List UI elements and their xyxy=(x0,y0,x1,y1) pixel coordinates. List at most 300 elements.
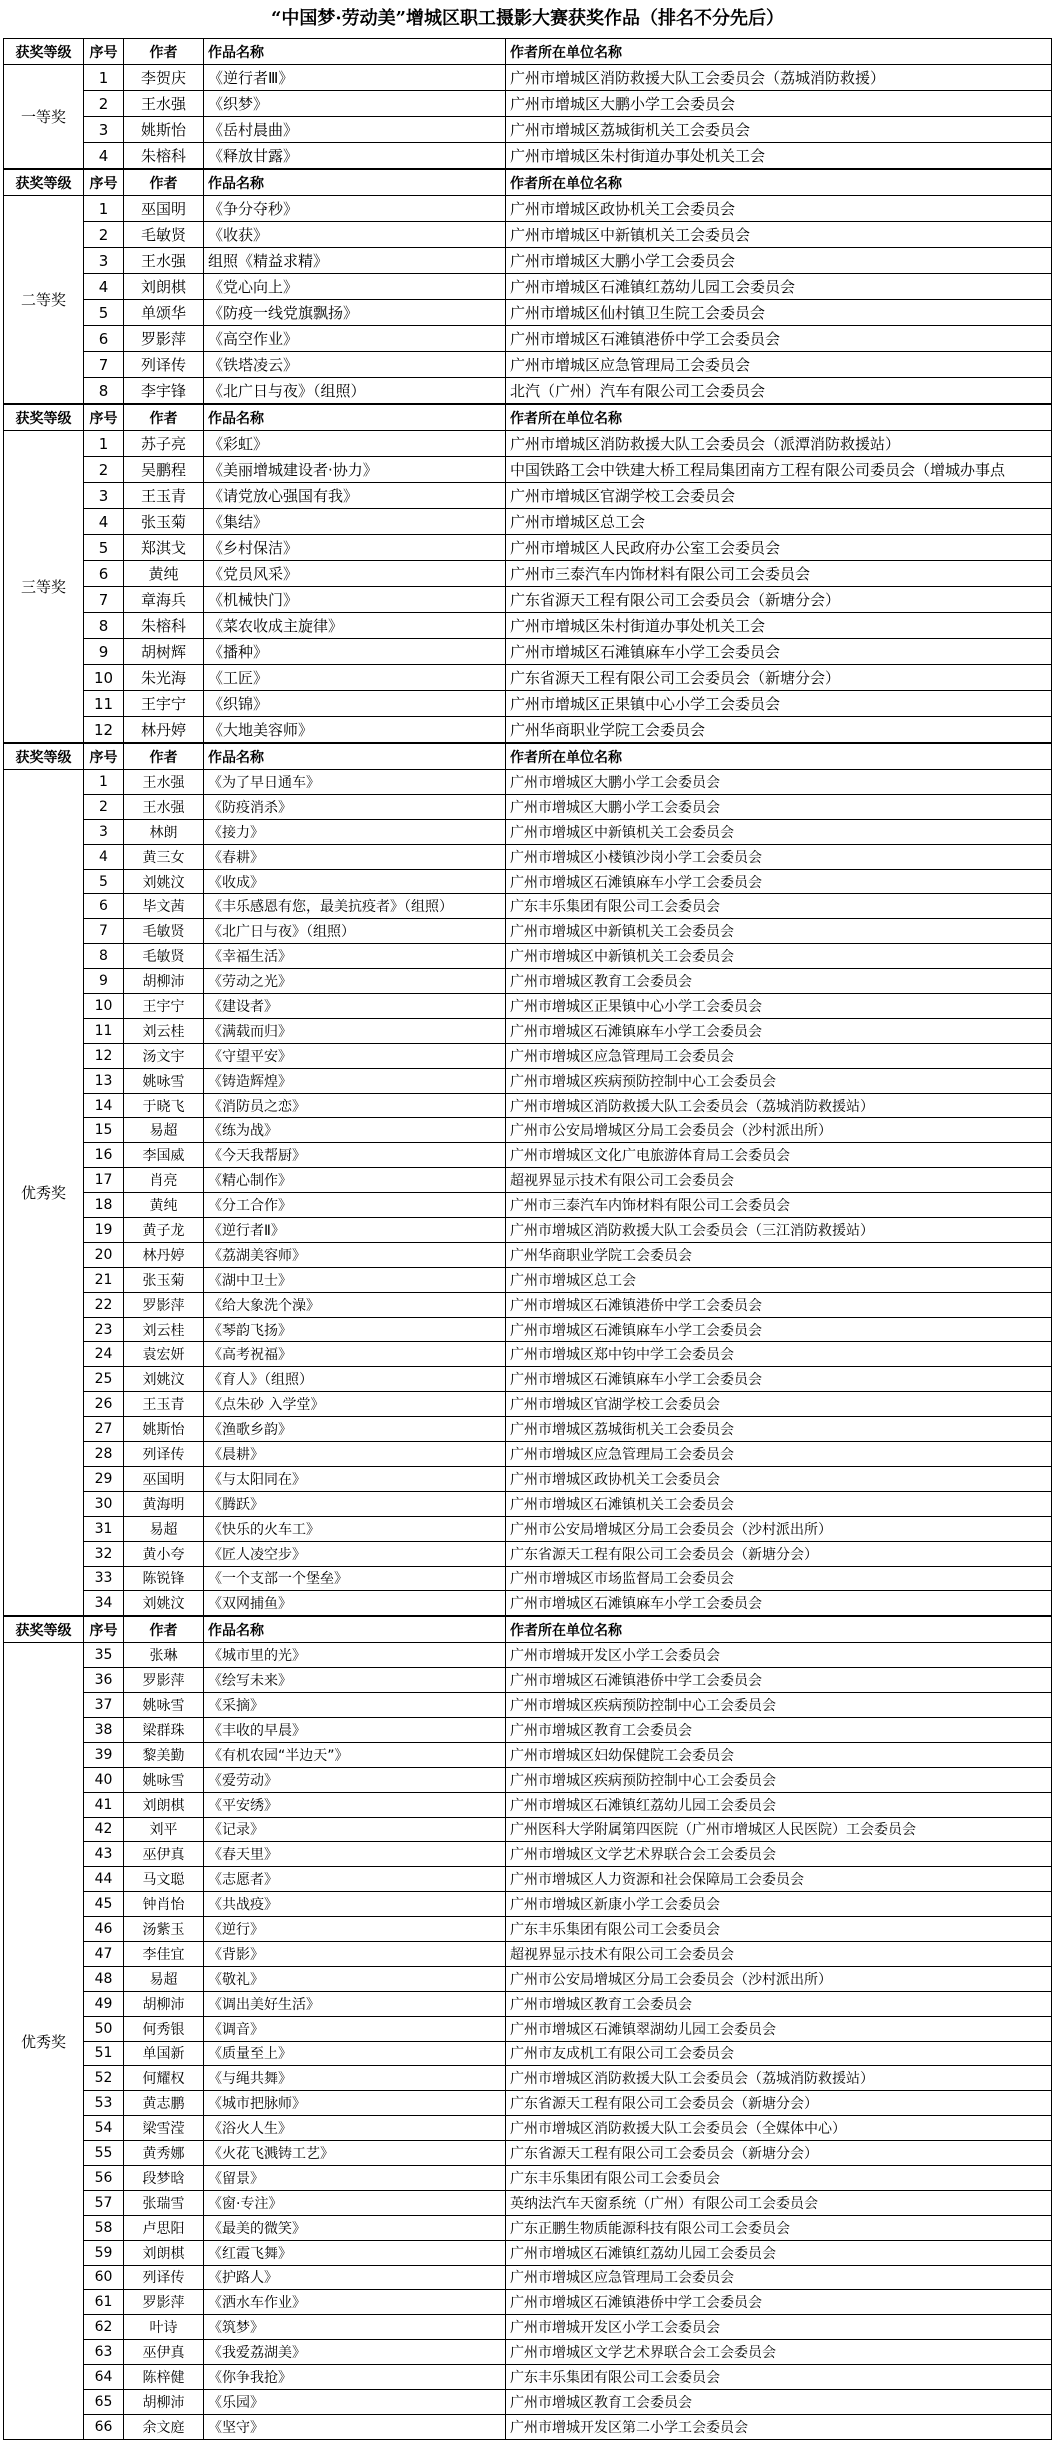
work-title: 《分工合作》 xyxy=(204,1193,506,1218)
table-row xyxy=(4,665,1052,691)
author-name: 王水强 xyxy=(124,91,204,117)
work-title: 《留景》 xyxy=(204,2165,506,2190)
author-unit: 广州市增城区朱村街道办事处机关工会 xyxy=(506,613,1052,639)
author-name: 汤紫玉 xyxy=(124,1917,204,1942)
row-number: 6 xyxy=(84,326,124,352)
work-title: 《党员风采》 xyxy=(204,561,506,587)
row-number: 46 xyxy=(84,1917,124,1942)
row-number: 44 xyxy=(84,1867,124,1892)
row-number: 10 xyxy=(84,665,124,691)
award-grade-cell: 优秀奖 xyxy=(4,770,84,1616)
table-header-row xyxy=(4,744,1052,770)
table-row xyxy=(4,483,1052,509)
table-row xyxy=(4,326,1052,352)
author-name: 章海兵 xyxy=(124,587,204,613)
author-unit: 广州市增城区石滩镇翠湖幼儿园工会委员会 xyxy=(506,2016,1052,2041)
award-table xyxy=(3,1616,1052,2440)
work-title: 《为了早日通车》 xyxy=(204,770,506,795)
author-name: 黄纯 xyxy=(124,1193,204,1218)
work-title: 《琴韵飞扬》 xyxy=(204,1317,506,1342)
author-name: 吴鹏程 xyxy=(124,457,204,483)
row-number: 32 xyxy=(84,1541,124,1566)
table-row xyxy=(4,1767,1052,1792)
table-header-row xyxy=(4,39,1052,65)
work-title: 《与绳共舞》 xyxy=(204,2066,506,2091)
work-title: 《防疫一线党旗飘扬》 xyxy=(204,300,506,326)
row-number: 38 xyxy=(84,1717,124,1742)
work-title: 《菜农收成主旋律》 xyxy=(204,613,506,639)
work-title: 《接力》 xyxy=(204,819,506,844)
author-name: 刘朗棋 xyxy=(124,274,204,300)
row-number: 62 xyxy=(84,2315,124,2340)
row-number: 5 xyxy=(84,300,124,326)
row-number: 2 xyxy=(84,222,124,248)
work-title: 《最美的微笑》 xyxy=(204,2215,506,2240)
header-work: 作品名称 xyxy=(204,39,506,65)
row-number: 35 xyxy=(84,1643,124,1668)
table-row xyxy=(4,1367,1052,1392)
award-table xyxy=(3,404,1052,743)
table-row xyxy=(4,1643,1052,1668)
author-unit: 广州市增城区石滩镇麻车小学工会委员会 xyxy=(506,1018,1052,1043)
author-unit: 广州市增城区大鹏小学工会委员会 xyxy=(506,91,1052,117)
award-grade-cell: 二等奖 xyxy=(4,196,84,404)
work-title: 《晨耕》 xyxy=(204,1442,506,1467)
work-title: 《乐园》 xyxy=(204,2390,506,2415)
author-name: 王宇宁 xyxy=(124,691,204,717)
row-number: 51 xyxy=(84,2041,124,2066)
author-unit: 广州市公安局增城区分局工会委员会（沙村派出所） xyxy=(506,1516,1052,1541)
work-title: 《释放甘露》 xyxy=(204,143,506,169)
row-number: 23 xyxy=(84,1317,124,1342)
table-row xyxy=(4,1018,1052,1043)
work-title: 《匠人凌空步》 xyxy=(204,1541,506,1566)
author-name: 林丹婷 xyxy=(124,1242,204,1267)
row-number: 18 xyxy=(84,1193,124,1218)
row-number: 15 xyxy=(84,1118,124,1143)
work-title: 《你争我抢》 xyxy=(204,2365,506,2390)
table-row xyxy=(4,1717,1052,1742)
author-name: 刘朗棋 xyxy=(124,1792,204,1817)
work-title: 《美丽增城建设者·协力》 xyxy=(204,457,506,483)
header-unit: 作者所在单位名称 xyxy=(506,170,1052,196)
work-title: 《铁塔凌云》 xyxy=(204,352,506,378)
table-row xyxy=(4,1118,1052,1143)
author-name: 黄志鹏 xyxy=(124,2091,204,2116)
author-name: 梁群珠 xyxy=(124,1717,204,1742)
header-author: 作者 xyxy=(124,744,204,770)
author-name: 何耀权 xyxy=(124,2066,204,2091)
author-name: 黄海明 xyxy=(124,1491,204,1516)
work-title: 《爱劳动》 xyxy=(204,1767,506,1792)
author-name: 刘姚汶 xyxy=(124,869,204,894)
header-work: 作品名称 xyxy=(204,405,506,431)
author-unit: 广州市增城区石滩镇港侨中学工会委员会 xyxy=(506,1668,1052,1693)
author-name: 刘姚汶 xyxy=(124,1367,204,1392)
author-name: 王玉青 xyxy=(124,483,204,509)
table-row xyxy=(4,457,1052,483)
author-unit: 广州市增城区文学艺术界联合会工会委员会 xyxy=(506,2340,1052,2365)
author-unit: 广州市增城区市场监督局工会委员会 xyxy=(506,1566,1052,1591)
award-table xyxy=(3,38,1052,169)
author-name: 姚咏雪 xyxy=(124,1693,204,1718)
row-number: 54 xyxy=(84,2116,124,2141)
author-unit: 广州市增城区消防救援大队工会委员会（三江消防救援站） xyxy=(506,1218,1052,1243)
table-header-row xyxy=(4,1617,1052,1643)
table-row xyxy=(4,1442,1052,1467)
author-name: 郑淇戈 xyxy=(124,535,204,561)
work-title: 《记录》 xyxy=(204,1817,506,1842)
row-number: 58 xyxy=(84,2215,124,2240)
author-unit: 广州市增城区人民政府办公室工会委员会 xyxy=(506,535,1052,561)
row-number: 3 xyxy=(84,483,124,509)
row-number: 2 xyxy=(84,794,124,819)
author-unit: 广州华商职业学院工会委员会 xyxy=(506,717,1052,743)
table-row xyxy=(4,819,1052,844)
author-unit: 广州市增城区文化广电旅游体育局工会委员会 xyxy=(506,1143,1052,1168)
author-name: 张玉菊 xyxy=(124,509,204,535)
table-row xyxy=(4,1193,1052,1218)
table-row xyxy=(4,561,1052,587)
row-number: 12 xyxy=(84,717,124,743)
author-unit: 超视界显示技术有限公司工会委员会 xyxy=(506,1941,1052,1966)
work-title: 《我爱荔湖美》 xyxy=(204,2340,506,2365)
table-row xyxy=(4,2390,1052,2415)
author-name: 刘朗棋 xyxy=(124,2240,204,2265)
author-name: 刘姚汶 xyxy=(124,1591,204,1616)
table-row xyxy=(4,65,1052,91)
work-title: 《逆行者Ⅲ》 xyxy=(204,65,506,91)
work-title: 《工匠》 xyxy=(204,665,506,691)
author-unit: 广州市增城区中新镇机关工会委员会 xyxy=(506,819,1052,844)
row-number: 37 xyxy=(84,1693,124,1718)
header-work: 作品名称 xyxy=(204,744,506,770)
author-name: 李贺庆 xyxy=(124,65,204,91)
header-author: 作者 xyxy=(124,405,204,431)
table-row xyxy=(4,248,1052,274)
work-title: 《质量至上》 xyxy=(204,2041,506,2066)
work-title: 《播种》 xyxy=(204,639,506,665)
author-unit: 英纳法汽车天窗系统（广州）有限公司工会委员会 xyxy=(506,2190,1052,2215)
work-title: 《精心制作》 xyxy=(204,1168,506,1193)
author-name: 列译传 xyxy=(124,352,204,378)
table-row xyxy=(4,2190,1052,2215)
work-title: 《争分夺秒》 xyxy=(204,196,506,222)
row-number: 7 xyxy=(84,587,124,613)
table-row xyxy=(4,1917,1052,1942)
author-unit: 广州市增城区疾病预防控制中心工会委员会 xyxy=(506,1767,1052,1792)
author-name: 罗影萍 xyxy=(124,1292,204,1317)
table-row xyxy=(4,2414,1052,2439)
header-grade: 获奖等级 xyxy=(4,39,84,65)
table-row xyxy=(4,2290,1052,2315)
work-title: 《乡村保洁》 xyxy=(204,535,506,561)
author-unit: 广州市增城区教育工会委员会 xyxy=(506,1717,1052,1742)
table-row xyxy=(4,1941,1052,1966)
author-name: 单颂华 xyxy=(124,300,204,326)
header-number: 序号 xyxy=(84,39,124,65)
author-unit: 广州市增城区石滩镇机关工会委员会 xyxy=(506,1491,1052,1516)
table-row xyxy=(4,1867,1052,1892)
row-number: 1 xyxy=(84,196,124,222)
author-unit: 广州市增城区石滩镇麻车小学工会委员会 xyxy=(506,1317,1052,1342)
row-number: 2 xyxy=(84,457,124,483)
work-title: 《双网捕鱼》 xyxy=(204,1591,506,1616)
table-row xyxy=(4,2041,1052,2066)
author-unit: 广州市增城区大鹏小学工会委员会 xyxy=(506,248,1052,274)
table-row xyxy=(4,1267,1052,1292)
author-unit: 广州市增城区石滩镇港侨中学工会委员会 xyxy=(506,2290,1052,2315)
award-table xyxy=(3,743,1052,1616)
work-title: 《守望平安》 xyxy=(204,1043,506,1068)
work-title: 《筑梦》 xyxy=(204,2315,506,2340)
row-number: 39 xyxy=(84,1742,124,1767)
row-number: 13 xyxy=(84,1068,124,1093)
row-number: 60 xyxy=(84,2265,124,2290)
author-name: 张瑞雪 xyxy=(124,2190,204,2215)
table-row xyxy=(4,91,1052,117)
author-unit: 广州市增城区石滩镇麻车小学工会委员会 xyxy=(506,869,1052,894)
row-number: 14 xyxy=(84,1093,124,1118)
table-row xyxy=(4,1466,1052,1491)
row-number: 9 xyxy=(84,969,124,994)
work-title: 《育人》（组照） xyxy=(204,1367,506,1392)
table-row xyxy=(4,1966,1052,1991)
author-name: 王宇宁 xyxy=(124,994,204,1019)
table-row xyxy=(4,587,1052,613)
table-row xyxy=(4,2265,1052,2290)
table-row xyxy=(4,1043,1052,1068)
author-name: 肖亮 xyxy=(124,1168,204,1193)
table-row xyxy=(4,1068,1052,1093)
header-grade: 获奖等级 xyxy=(4,405,84,431)
author-unit: 广东正鹏生物质能源科技有限公司工会委员会 xyxy=(506,2215,1052,2240)
table-row xyxy=(4,509,1052,535)
header-author: 作者 xyxy=(124,170,204,196)
author-unit: 广州市增城区正果镇中心小学工会委员会 xyxy=(506,994,1052,1019)
row-number: 3 xyxy=(84,248,124,274)
author-unit: 广州医科大学附属第四医院（广州市增城区人民医院）工会委员会 xyxy=(506,1817,1052,1842)
work-title: 《收获》 xyxy=(204,222,506,248)
table-row xyxy=(4,2016,1052,2041)
work-title: 《建设者》 xyxy=(204,994,506,1019)
work-title: 《点朱砂 入学堂》 xyxy=(204,1392,506,1417)
work-title: 《窗·专注》 xyxy=(204,2190,506,2215)
author-name: 黎美勤 xyxy=(124,1742,204,1767)
row-number: 4 xyxy=(84,509,124,535)
author-name: 何秀银 xyxy=(124,2016,204,2041)
row-number: 1 xyxy=(84,65,124,91)
work-title: 《给大象洗个澡》 xyxy=(204,1292,506,1317)
author-name: 钟肖怡 xyxy=(124,1892,204,1917)
row-number: 11 xyxy=(84,691,124,717)
table-row xyxy=(4,431,1052,457)
row-number: 26 xyxy=(84,1392,124,1417)
author-unit: 广州市三泰汽车内饰材料有限公司工会委员会 xyxy=(506,561,1052,587)
table-row xyxy=(4,1342,1052,1367)
author-unit: 广东丰乐集团有限公司工会委员会 xyxy=(506,2165,1052,2190)
author-name: 易超 xyxy=(124,1118,204,1143)
award-grade-cell: 三等奖 xyxy=(4,431,84,743)
row-number: 45 xyxy=(84,1892,124,1917)
work-title: 《与太阳同在》 xyxy=(204,1466,506,1491)
table-row xyxy=(4,143,1052,169)
header-unit: 作者所在单位名称 xyxy=(506,405,1052,431)
author-unit: 广州市增城区应急管理局工会委员会 xyxy=(506,1043,1052,1068)
author-name: 列译传 xyxy=(124,1442,204,1467)
author-name: 陈锐锋 xyxy=(124,1566,204,1591)
author-unit: 广州市增城区消防救援大队工会委员会（荔城消防救援） xyxy=(506,65,1052,91)
row-number: 55 xyxy=(84,2141,124,2166)
table-row xyxy=(4,1093,1052,1118)
author-unit: 广州市增城开发区小学工会委员会 xyxy=(506,2315,1052,2340)
author-name: 单国新 xyxy=(124,2041,204,2066)
author-name: 姚斯怡 xyxy=(124,117,204,143)
author-unit: 北汽（广州）汽车有限公司工会委员会 xyxy=(506,378,1052,404)
author-unit: 广州市增城区应急管理局工会委员会 xyxy=(506,2265,1052,2290)
row-number: 48 xyxy=(84,1966,124,1991)
row-number: 5 xyxy=(84,535,124,561)
work-title: 《丰收的早晨》 xyxy=(204,1717,506,1742)
table-row xyxy=(4,352,1052,378)
author-name: 刘平 xyxy=(124,1817,204,1842)
work-title: 《大地美容师》 xyxy=(204,717,506,743)
author-name: 姚斯怡 xyxy=(124,1417,204,1442)
table-row xyxy=(4,869,1052,894)
author-name: 刘云桂 xyxy=(124,1317,204,1342)
table-row xyxy=(4,222,1052,248)
author-unit: 广州市增城区石滩镇红荔幼儿园工会委员会 xyxy=(506,2240,1052,2265)
table-row xyxy=(4,1168,1052,1193)
work-title: 《红霞飞舞》 xyxy=(204,2240,506,2265)
row-number: 42 xyxy=(84,1817,124,1842)
row-number: 28 xyxy=(84,1442,124,1467)
work-title: 《调音》 xyxy=(204,2016,506,2041)
row-number: 3 xyxy=(84,117,124,143)
table-row xyxy=(4,1218,1052,1243)
author-unit: 广州市增城区应急管理局工会委员会 xyxy=(506,352,1052,378)
work-title: 《浴火人生》 xyxy=(204,2116,506,2141)
table-row xyxy=(4,1668,1052,1693)
row-number: 57 xyxy=(84,2190,124,2215)
author-unit: 广州市增城区石滩镇麻车小学工会委员会 xyxy=(506,639,1052,665)
author-unit: 广州市增城区教育工会委员会 xyxy=(506,1991,1052,2016)
work-title: 《满载而归》 xyxy=(204,1018,506,1043)
author-name: 姚咏雪 xyxy=(124,1767,204,1792)
row-number: 16 xyxy=(84,1143,124,1168)
author-unit: 广州市增城区石滩镇红荔幼儿园工会委员会 xyxy=(506,274,1052,300)
author-unit: 广州市增城区石滩镇港侨中学工会委员会 xyxy=(506,326,1052,352)
author-name: 罗影萍 xyxy=(124,1668,204,1693)
header-author: 作者 xyxy=(124,39,204,65)
row-number: 49 xyxy=(84,1991,124,2016)
table-row xyxy=(4,613,1052,639)
table-row xyxy=(4,2116,1052,2141)
author-name: 胡柳沛 xyxy=(124,969,204,994)
author-unit: 广州市增城区仙村镇卫生院工会委员会 xyxy=(506,300,1052,326)
header-grade: 获奖等级 xyxy=(4,170,84,196)
table-row xyxy=(4,844,1052,869)
author-unit: 广州市增城区正果镇中心小学工会委员会 xyxy=(506,691,1052,717)
header-work: 作品名称 xyxy=(204,1617,506,1643)
row-number: 61 xyxy=(84,2290,124,2315)
table-row xyxy=(4,1242,1052,1267)
author-unit: 广州市增城区人力资源和社会保障局工会委员会 xyxy=(506,1867,1052,1892)
work-title: 《劳动之光》 xyxy=(204,969,506,994)
table-row xyxy=(4,1143,1052,1168)
author-name: 张玉菊 xyxy=(124,1267,204,1292)
work-title: 《春耕》 xyxy=(204,844,506,869)
work-title: 《共战疫》 xyxy=(204,1892,506,1917)
author-unit: 广州市增城区荔城街机关工会委员会 xyxy=(506,117,1052,143)
author-unit: 广州市增城区消防救援大队工会委员会（荔城消防救援站） xyxy=(506,1093,1052,1118)
work-title: 《坚守》 xyxy=(204,2414,506,2439)
table-row xyxy=(4,1892,1052,1917)
row-number: 59 xyxy=(84,2240,124,2265)
author-unit: 广州市增城区中新镇机关工会委员会 xyxy=(506,222,1052,248)
table-row xyxy=(4,794,1052,819)
author-name: 李宇锋 xyxy=(124,378,204,404)
author-unit: 广州市增城区石滩镇红荔幼儿园工会委员会 xyxy=(506,1792,1052,1817)
author-name: 陈梓健 xyxy=(124,2365,204,2390)
table-header-row xyxy=(4,405,1052,431)
author-name: 林丹婷 xyxy=(124,717,204,743)
table-row xyxy=(4,944,1052,969)
award-table xyxy=(3,169,1052,404)
author-unit: 广东丰乐集团有限公司工会委员会 xyxy=(506,2365,1052,2390)
author-name: 毛敏贤 xyxy=(124,944,204,969)
work-title: 《织锦》 xyxy=(204,691,506,717)
author-unit: 广州市增城区荔城街机关工会委员会 xyxy=(506,1417,1052,1442)
author-unit: 广州市增城区总工会 xyxy=(506,1267,1052,1292)
header-number: 序号 xyxy=(84,170,124,196)
author-name: 卢思阳 xyxy=(124,2215,204,2240)
author-name: 毛敏贤 xyxy=(124,919,204,944)
author-unit: 广东省源天工程有限公司工会委员会（新塘分会） xyxy=(506,587,1052,613)
table-row xyxy=(4,2240,1052,2265)
table-row xyxy=(4,894,1052,919)
work-title: 《荔湖美容师》 xyxy=(204,1242,506,1267)
work-title: 《彩虹》 xyxy=(204,431,506,457)
row-number: 41 xyxy=(84,1792,124,1817)
work-title: 《腾跃》 xyxy=(204,1491,506,1516)
award-grade-cell: 一等奖 xyxy=(4,65,84,169)
work-title: 《采摘》 xyxy=(204,1693,506,1718)
table-row xyxy=(4,1566,1052,1591)
table-row xyxy=(4,196,1052,222)
author-unit: 广州市增城区官湖学校工会委员会 xyxy=(506,1392,1052,1417)
author-unit: 广州市增城区消防救援大队工会委员会（全媒体中心） xyxy=(506,2116,1052,2141)
author-name: 朱榕科 xyxy=(124,143,204,169)
table-row xyxy=(4,1417,1052,1442)
row-number: 50 xyxy=(84,2016,124,2041)
row-number: 31 xyxy=(84,1516,124,1541)
author-unit: 广州市增城区石滩镇麻车小学工会委员会 xyxy=(506,1367,1052,1392)
work-title: 《洒水车作业》 xyxy=(204,2290,506,2315)
work-title: 《志愿者》 xyxy=(204,1867,506,1892)
author-name: 朱光海 xyxy=(124,665,204,691)
author-unit: 广州市增城区大鹏小学工会委员会 xyxy=(506,794,1052,819)
row-number: 9 xyxy=(84,639,124,665)
row-number: 27 xyxy=(84,1417,124,1442)
work-title: 《请党放心强国有我》 xyxy=(204,483,506,509)
row-number: 10 xyxy=(84,994,124,1019)
work-title: 《织梦》 xyxy=(204,91,506,117)
author-unit: 广州市增城区教育工会委员会 xyxy=(506,2390,1052,2415)
table-row xyxy=(4,274,1052,300)
author-name: 李佳宜 xyxy=(124,1941,204,1966)
work-title: 《幸福生活》 xyxy=(204,944,506,969)
